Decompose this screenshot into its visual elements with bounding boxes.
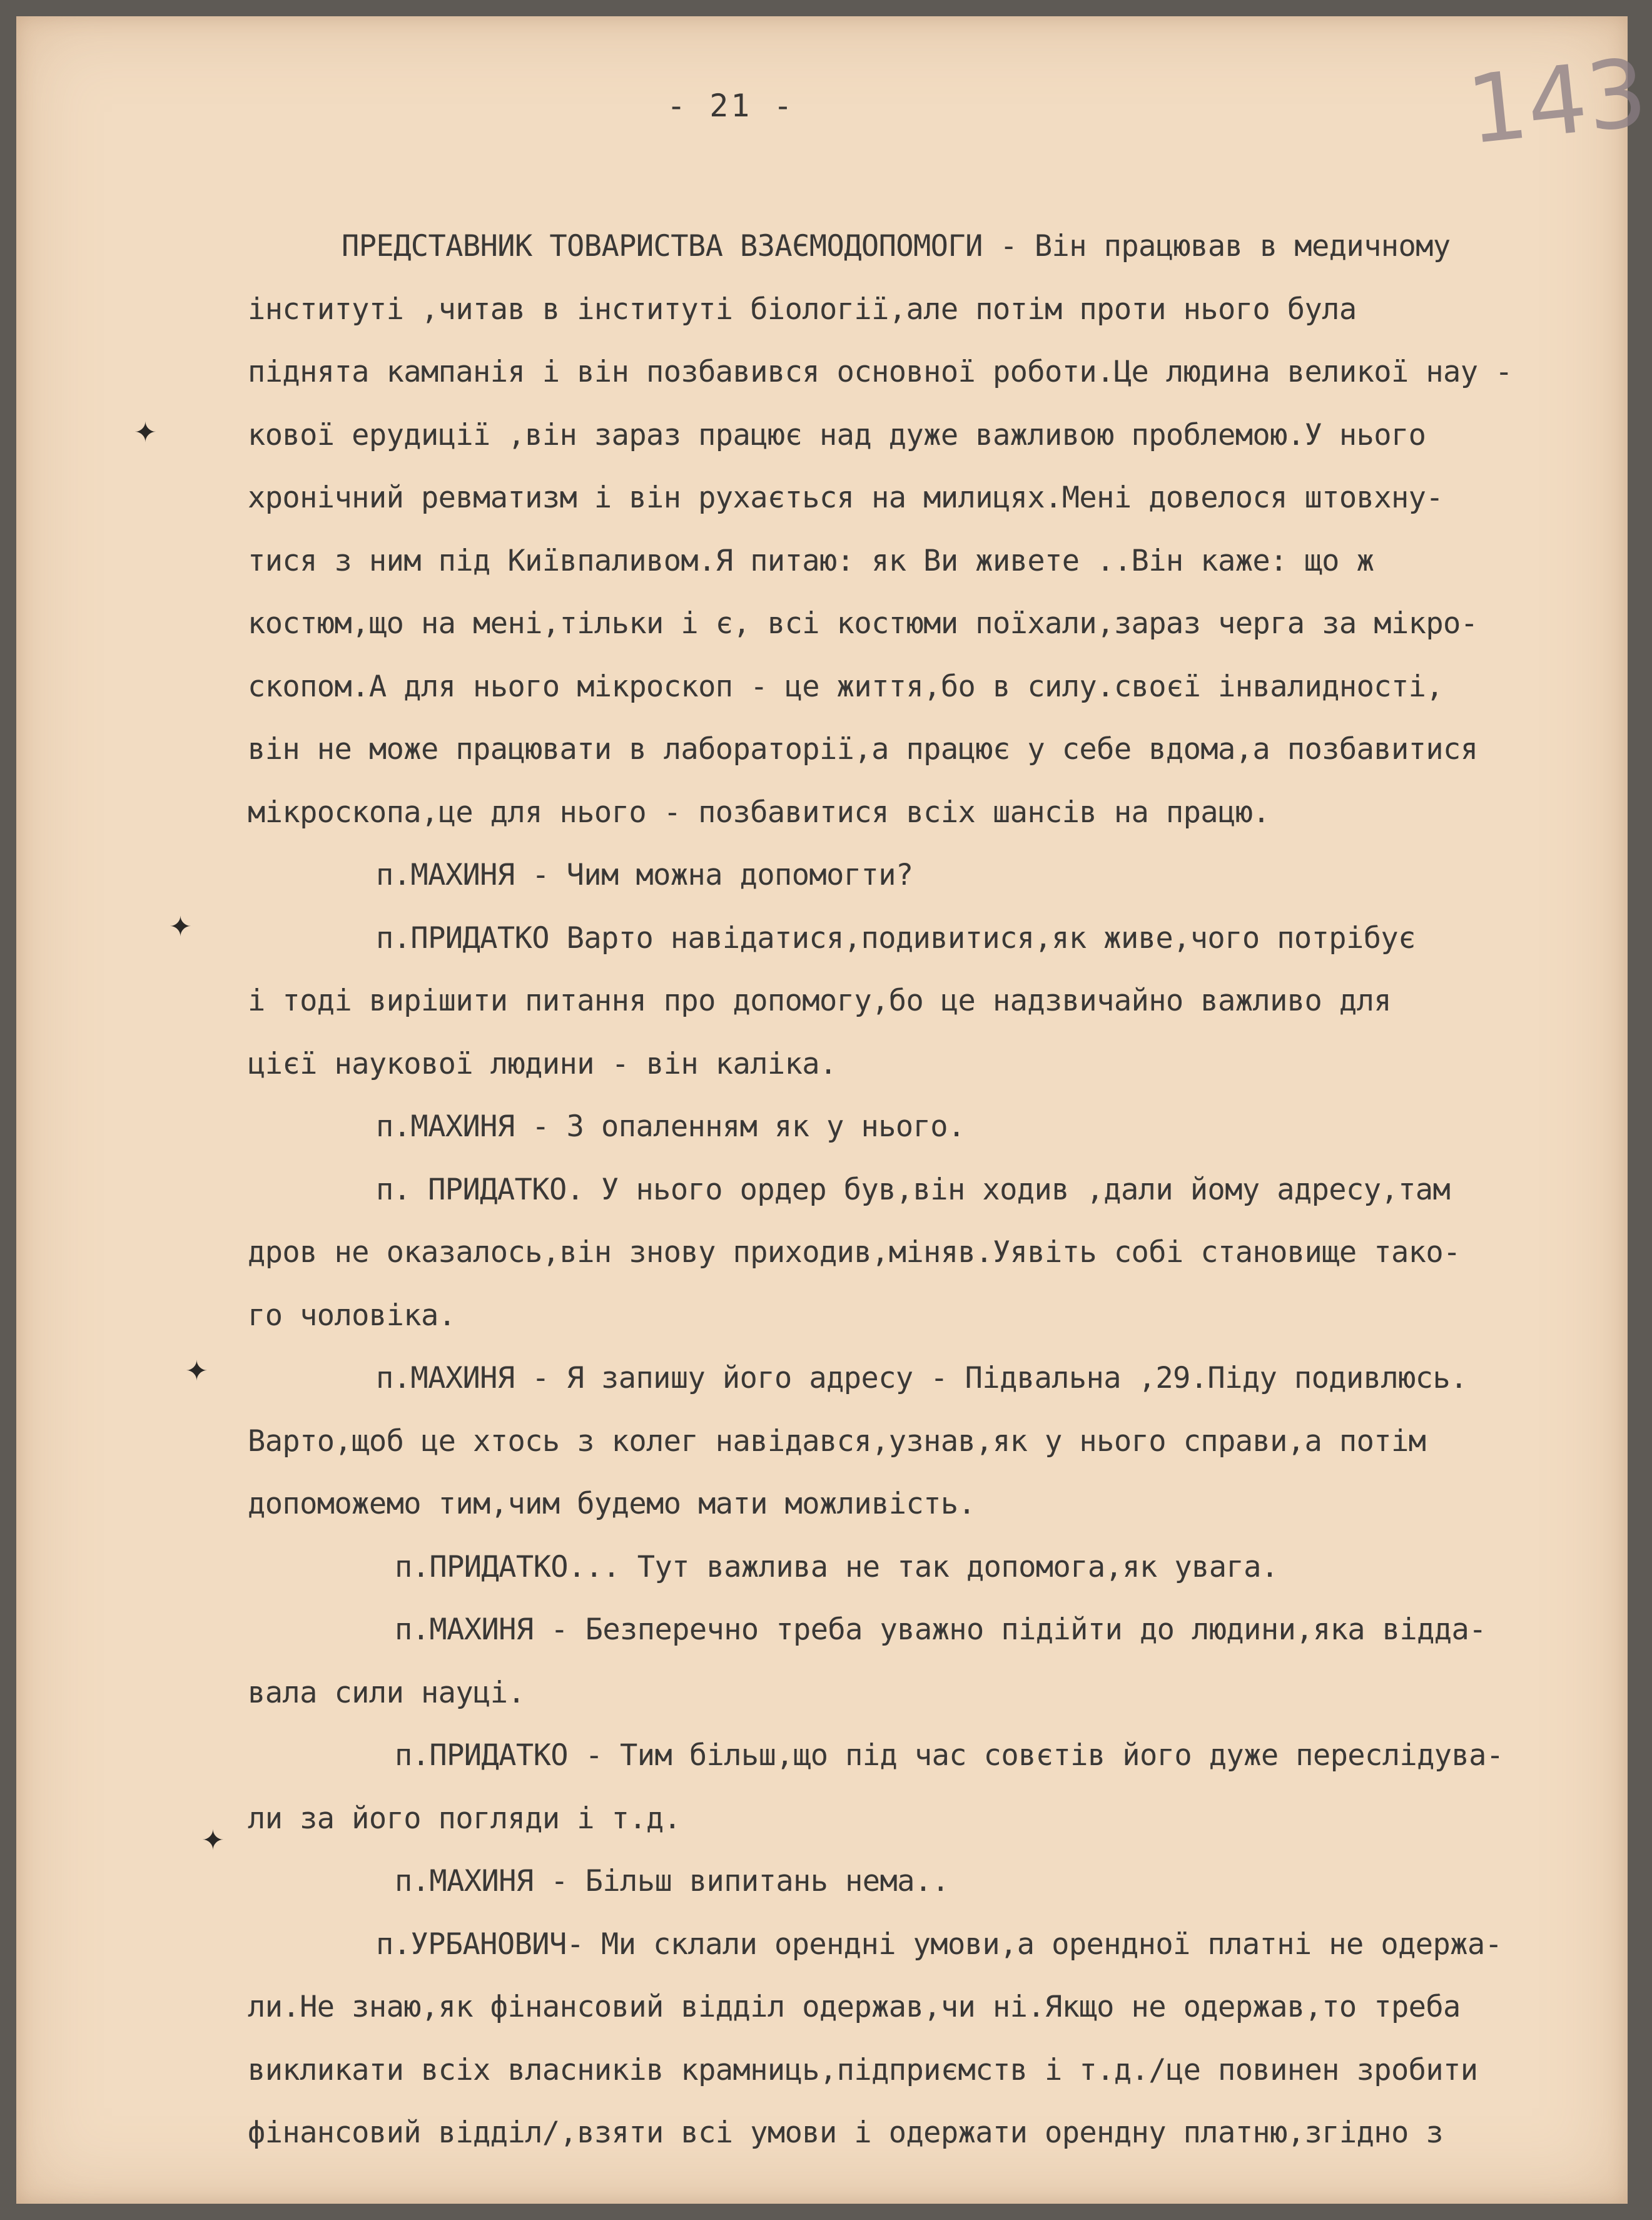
document-page [16,16,1652,2204]
text-line: скопом.А для нього мікроскоп - це життя,бо в силу.своєї інвалидності, [248,669,1444,704]
text-line: дров не оказалось,він знову приходив,міняв.Уявіть собі становище тако- [248,1235,1461,1270]
text-line: кової ерудиції ,він зараз працює над дуже важливою проблемою.У нього [248,417,1426,452]
punch-mark: ✦ [169,911,192,943]
text-line: п.ПРИДАТКО... Тут важлива не так допомога,як увага. [395,1549,1279,1584]
text-line: п.УРБАНОВИЧ- Ми склали орендні умови,а орендної платні не одержа- [376,1927,1503,1962]
text-line: п. ПРИДАТКО. У нього ордер був,він ходив ,дали йому адресу,там [376,1172,1451,1207]
text-line: піднята кампанія і він позбавився основної роботи.Це людина великої нау - [248,355,1513,389]
text-line: п.ПРИДАТКО - Тим більш,що під час совєтів його дуже переслідува- [395,1738,1504,1773]
document-body [248,215,1624,2165]
text-line: цієї наукової людини - він каліка. [248,1046,837,1081]
punch-mark: ✦ [201,1825,225,1856]
text-line: тися з ним під Київпаливом.Я питаю: як Ви живете ..Він каже: що ж [248,543,1374,578]
text-line: костюм,що на мені,тільки і є, всі костюми поїхали,зараз черга за мікро- [248,606,1478,641]
text-line: допоможемо тим,чим будемо мати можливість. [248,1487,976,1521]
text-line: п.МАХИНЯ - Безперечно треба уважно підійти до людини,яка відда- [395,1612,1486,1647]
page-number: - 21 - [667,88,795,124]
archive-number: 143 [1462,38,1652,166]
text-line: і тоді вирішити питання про допомогу,бо це надзвичайно важливо для [248,984,1391,1018]
punch-mark: ✦ [134,417,157,449]
text-line: п.МАХИНЯ - З опаленням як у нього. [376,1109,965,1144]
text-line: мікроскопа,це для нього - позбавитися всіх шансів на працю. [248,795,1270,830]
text-line: він не може працювати в лабораторії,а працює у себе вдома,а позбавитися [248,732,1478,766]
text-line: викликати всіх власників крамниць,підприємств і т.д./це повинен зробити [248,2052,1478,2087]
text-line: ли за його погляди і т.д. [248,1801,681,1836]
text-line: ли.Не знаю,як фінансовий відділ одержав,чи ні.Якщо не одержав,то треба [248,1990,1461,2024]
text-line: п.ПРИДАТКО Варто навідатися,подивитися,як живе,чого потрібує [376,920,1416,955]
text-line: Варто,щоб це хтось з колег навідався,узнав,як у нього справи,а потім [248,1423,1426,1459]
text-line: п.МАХИНЯ - Чим можна допомогти? [376,858,913,892]
text-line: вала сили науці. [248,1675,525,1710]
text-line: го чоловіка. [248,1298,456,1333]
punch-mark: ✦ [185,1355,208,1387]
text-line: ПРЕДСТАВНИК ТОВАРИСТВА ВЗАЄМОДОПОМОГИ - Він працював в медичному [342,229,1451,263]
text-line: фінансовий відділ/,взяти всі умови і одержати орендну платню,згідно з [248,2116,1444,2150]
text-line: п.МАХИНЯ - Я запишу його адресу - Підвальна ,29.Піду подивлюсь. [376,1361,1467,1395]
text-line: інституті ,читав в інституті біології,але потім проти нього була [248,292,1357,327]
text-line: хронічний ревматизм і він рухається на милицях.Мені довелося штовхну- [248,481,1444,515]
text-line: п.МАХИНЯ - Більш випитань нема.. [395,1864,950,1898]
